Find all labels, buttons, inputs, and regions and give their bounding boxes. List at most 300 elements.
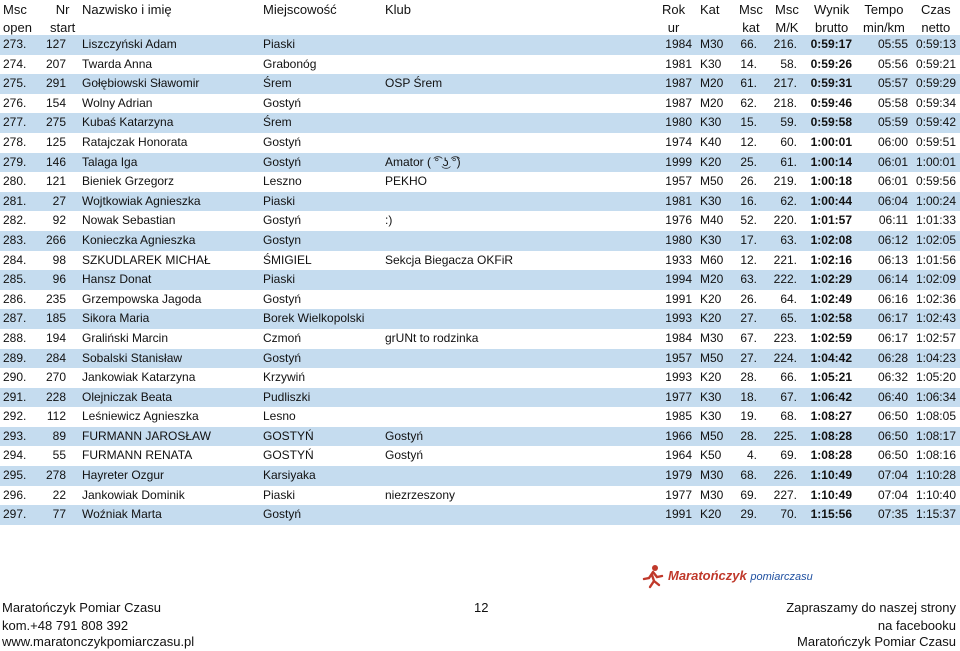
cell-brutto: 0:59:17 bbox=[810, 37, 852, 51]
cell-pos: 295. bbox=[3, 468, 27, 483]
cell-year: 1993 bbox=[665, 311, 692, 326]
cell-pos: 288. bbox=[3, 330, 27, 345]
cell-name: Sikora Maria bbox=[82, 311, 150, 326]
cell-mk: 62. bbox=[780, 193, 797, 208]
cell-mk: 61. bbox=[780, 154, 797, 169]
cell-mk: 216. bbox=[773, 37, 797, 51]
cell-kat: 27. bbox=[740, 311, 757, 326]
cell-netto: 0:59:34 bbox=[915, 95, 956, 110]
cell-cat: K30 bbox=[700, 389, 722, 404]
cell-cat: M30 bbox=[700, 37, 724, 51]
table-row bbox=[0, 486, 960, 506]
cell-city: Śrem bbox=[263, 115, 292, 130]
table-row bbox=[0, 231, 960, 251]
cell-cat: M40 bbox=[700, 213, 724, 228]
cell-kat: 25. bbox=[740, 154, 757, 169]
cell-city: Śrem bbox=[263, 76, 292, 91]
cell-netto: 0:59:29 bbox=[915, 76, 956, 91]
table-row bbox=[0, 309, 960, 329]
cell-kat: 29. bbox=[740, 507, 757, 522]
cell-netto: 1:08:05 bbox=[915, 409, 956, 424]
table-row bbox=[0, 133, 960, 153]
cell-year: 1991 bbox=[665, 507, 692, 522]
cell-netto: 1:00:01 bbox=[915, 154, 956, 169]
cell-kat: 4. bbox=[746, 448, 757, 463]
cell-brutto: 1:08:28 bbox=[810, 428, 852, 443]
cell-nr: 278 bbox=[45, 468, 66, 483]
table-row bbox=[0, 290, 960, 310]
footer-fb-page[interactable]: Maratończyk Pomiar Czasu bbox=[797, 634, 956, 649]
cell-netto: 1:02:09 bbox=[915, 272, 956, 287]
cell-name: Wojtkowiak Agnieszka bbox=[82, 193, 201, 208]
cell-city: Gostyń bbox=[263, 213, 302, 228]
cell-name: Jankowiak Dominik bbox=[82, 487, 185, 502]
cell-name: Konieczka Agnieszka bbox=[82, 232, 196, 247]
cell-name: FURMANN RENATA bbox=[82, 448, 193, 463]
cell-nr: 92 bbox=[52, 213, 66, 228]
cell-nr: 270 bbox=[45, 370, 66, 385]
cell-cat: K50 bbox=[700, 448, 722, 463]
cell-nr: 146 bbox=[45, 154, 66, 169]
cell-netto: 1:02:43 bbox=[915, 311, 956, 326]
cell-netto: 1:01:56 bbox=[915, 252, 956, 267]
cell-netto: 0:59:56 bbox=[915, 174, 956, 189]
cell-tempo: 06:50 bbox=[877, 428, 908, 443]
cell-brutto: 1:00:44 bbox=[810, 193, 852, 208]
cell-pos: 285. bbox=[3, 272, 27, 287]
table-row bbox=[0, 113, 960, 133]
cell-mk: 59. bbox=[780, 115, 797, 130]
cell-netto: 0:59:21 bbox=[915, 56, 956, 71]
cell-mk: 220. bbox=[773, 213, 797, 228]
cell-mk: 64. bbox=[780, 291, 797, 306]
cell-kat: 15. bbox=[740, 115, 757, 130]
footer-phone: kom.+48 791 808 392 bbox=[2, 618, 129, 633]
cell-brutto: 1:10:49 bbox=[810, 468, 852, 483]
table-row bbox=[0, 55, 960, 75]
cell-nr: 291 bbox=[45, 76, 66, 91]
cell-mk: 226. bbox=[773, 468, 797, 483]
cell-mk: 67. bbox=[780, 389, 797, 404]
cell-mk: 221. bbox=[773, 252, 797, 267]
cell-pos: 289. bbox=[3, 350, 27, 365]
cell-pos: 274. bbox=[3, 56, 27, 71]
cell-tempo: 05:55 bbox=[877, 37, 908, 51]
table-row bbox=[0, 251, 960, 271]
cell-kat: 12. bbox=[740, 134, 757, 149]
cell-brutto: 1:02:59 bbox=[810, 330, 852, 345]
cell-mk: 224. bbox=[773, 350, 797, 365]
cell-pos: 296. bbox=[3, 487, 27, 502]
cell-kat: 17. bbox=[740, 232, 757, 247]
cell-mk: 63. bbox=[780, 232, 797, 247]
cell-kat: 16. bbox=[740, 193, 757, 208]
cell-club: Gostyń bbox=[385, 448, 424, 463]
cell-kat: 26. bbox=[740, 291, 757, 306]
cell-club: Amator ( ͡° ͜ʖ ͡°) bbox=[385, 154, 461, 169]
cell-pos: 284. bbox=[3, 252, 27, 267]
cell-name: Grzempowska Jagoda bbox=[82, 291, 202, 306]
cell-tempo: 06:50 bbox=[877, 448, 908, 463]
cell-brutto: 1:10:49 bbox=[810, 487, 852, 502]
cell-tempo: 06:17 bbox=[877, 311, 908, 326]
header-tempo: Tempo min/km bbox=[863, 2, 905, 35]
table-row bbox=[0, 388, 960, 408]
cell-tempo: 06:01 bbox=[877, 154, 908, 169]
cell-brutto: 1:08:28 bbox=[810, 448, 852, 463]
cell-year: 1977 bbox=[665, 487, 692, 502]
cell-netto: 1:10:40 bbox=[915, 487, 956, 502]
cell-mk: 219. bbox=[773, 174, 797, 189]
cell-brutto: 1:06:42 bbox=[810, 389, 852, 404]
cell-nr: 284 bbox=[45, 350, 66, 365]
header-year: Rok ur bbox=[662, 2, 686, 35]
cell-pos: 281. bbox=[3, 193, 27, 208]
header-msc-kat: Msc kat bbox=[739, 2, 763, 35]
cell-name: Leśniewicz Agnieszka bbox=[82, 409, 199, 424]
cell-cat: K20 bbox=[700, 154, 722, 169]
cell-tempo: 06:50 bbox=[877, 409, 908, 424]
cell-name: Gołębiowski Sławomir bbox=[82, 76, 200, 91]
cell-nr: 77 bbox=[52, 507, 66, 522]
cell-mk: 68. bbox=[780, 409, 797, 424]
cell-netto: 1:02:05 bbox=[915, 232, 956, 247]
cell-tempo: 06:28 bbox=[877, 350, 908, 365]
cell-year: 1981 bbox=[665, 193, 692, 208]
cell-kat: 28. bbox=[740, 370, 757, 385]
footer-invite: Zapraszamy do naszej strony bbox=[786, 600, 956, 615]
cell-nr: 228 bbox=[45, 389, 66, 404]
cell-brutto: 1:01:57 bbox=[810, 213, 852, 228]
cell-name: Sobalski Stanisław bbox=[82, 350, 183, 365]
cell-kat: 67. bbox=[740, 330, 757, 345]
cell-mk: 66. bbox=[780, 370, 797, 385]
cell-name: Olejniczak Beata bbox=[82, 389, 173, 404]
cell-name: Woźniak Marta bbox=[82, 507, 162, 522]
cell-kat: 68. bbox=[740, 468, 757, 483]
cell-cat: K20 bbox=[700, 370, 722, 385]
cell-city: Krzywiń bbox=[263, 370, 306, 385]
cell-netto: 1:10:28 bbox=[915, 468, 956, 483]
cell-cat: M20 bbox=[700, 272, 724, 287]
table-row bbox=[0, 446, 960, 466]
cell-tempo: 06:40 bbox=[877, 389, 908, 404]
cell-nr: 112 bbox=[46, 409, 66, 424]
cell-brutto: 1:02:29 bbox=[810, 272, 852, 287]
cell-city: Gostyń bbox=[263, 350, 302, 365]
cell-name: Wolny Adrian bbox=[82, 95, 153, 110]
cell-cat: K30 bbox=[700, 232, 722, 247]
cell-city: Gostyń bbox=[263, 154, 302, 169]
cell-pos: 279. bbox=[3, 154, 27, 169]
cell-kat: 52. bbox=[740, 213, 757, 228]
cell-year: 1957 bbox=[665, 350, 692, 365]
cell-city: Lesno bbox=[263, 409, 296, 424]
cell-kat: 28. bbox=[740, 428, 757, 443]
cell-pos: 297. bbox=[3, 507, 27, 522]
cell-pos: 277. bbox=[3, 115, 27, 130]
cell-year: 1964 bbox=[665, 448, 692, 463]
cell-name: Hayreter Ozgur bbox=[82, 468, 165, 483]
cell-nr: 194 bbox=[45, 330, 66, 345]
cell-nr: 275 bbox=[45, 115, 66, 130]
cell-brutto: 1:04:42 bbox=[810, 350, 852, 365]
cell-city: Karsiyaka bbox=[263, 468, 316, 483]
cell-city: GOSTYŃ bbox=[263, 428, 314, 443]
table-row bbox=[0, 35, 960, 55]
cell-brutto: 1:00:18 bbox=[810, 174, 852, 189]
results-table bbox=[0, 35, 960, 525]
cell-kat: 27. bbox=[740, 350, 757, 365]
table-row bbox=[0, 211, 960, 231]
cell-nr: 27 bbox=[52, 193, 66, 208]
cell-nr: 89 bbox=[52, 428, 66, 443]
cell-netto: 1:05:20 bbox=[915, 370, 956, 385]
table-row bbox=[0, 505, 960, 525]
cell-year: 1984 bbox=[665, 330, 692, 345]
cell-city: Piaski bbox=[263, 37, 296, 51]
table-row bbox=[0, 466, 960, 486]
cell-brutto: 1:02:58 bbox=[810, 311, 852, 326]
header-name: Nazwisko i imię bbox=[82, 2, 172, 17]
cell-kat: 61. bbox=[740, 76, 757, 91]
cell-name: Nowak Sebastian bbox=[82, 213, 176, 228]
cell-year: 1957 bbox=[665, 174, 692, 189]
cell-brutto: 1:02:16 bbox=[810, 252, 852, 267]
cell-cat: M20 bbox=[700, 76, 724, 91]
table-row bbox=[0, 172, 960, 192]
cell-tempo: 05:56 bbox=[877, 56, 908, 71]
cell-mk: 69. bbox=[780, 448, 797, 463]
maratonczyk-logo bbox=[640, 563, 813, 589]
cell-tempo: 07:04 bbox=[877, 468, 908, 483]
cell-year: 1993 bbox=[665, 370, 692, 385]
cell-netto: 1:04:23 bbox=[915, 350, 956, 365]
cell-city: Gostyń bbox=[263, 291, 302, 306]
footer-facebook[interactable]: na facebooku bbox=[877, 618, 956, 633]
cell-brutto: 1:15:56 bbox=[810, 507, 852, 522]
cell-city: Piaski bbox=[263, 193, 296, 208]
cell-netto: 0:59:42 bbox=[915, 115, 956, 130]
cell-mk: 70. bbox=[780, 507, 797, 522]
cell-club: grUNt to rodzinka bbox=[385, 330, 479, 345]
cell-netto: 0:59:13 bbox=[915, 37, 956, 51]
cell-cat: M50 bbox=[700, 428, 724, 443]
cell-tempo: 06:16 bbox=[877, 291, 908, 306]
table-row bbox=[0, 427, 960, 447]
cell-brutto: 1:02:49 bbox=[810, 291, 852, 306]
logo-brand: Maratończyk bbox=[668, 568, 747, 583]
cell-brutto: 1:05:21 bbox=[810, 370, 852, 385]
cell-pos: 276. bbox=[3, 95, 27, 110]
header-club: Klub bbox=[385, 2, 412, 17]
cell-pos: 275. bbox=[3, 76, 27, 91]
cell-tempo: 06:01 bbox=[877, 174, 908, 189]
footer-website[interactable]: www.maratonczykpomiarczasu.pl bbox=[2, 634, 195, 649]
cell-nr: 96 bbox=[52, 272, 66, 287]
cell-pos: 292. bbox=[3, 409, 27, 424]
cell-year: 1985 bbox=[665, 409, 692, 424]
cell-city: Piaski bbox=[263, 487, 296, 502]
cell-tempo: 05:58 bbox=[877, 95, 908, 110]
cell-year: 1994 bbox=[665, 272, 692, 287]
cell-netto: 0:59:51 bbox=[915, 134, 956, 149]
cell-mk: 218. bbox=[773, 95, 797, 110]
table-row bbox=[0, 329, 960, 349]
header-msc-open: Msc open bbox=[3, 2, 32, 35]
cell-brutto: 1:00:14 bbox=[810, 154, 852, 169]
cell-pos: 291. bbox=[3, 389, 27, 404]
cell-club: Gostyń bbox=[385, 428, 424, 443]
cell-club: OSP Śrem bbox=[385, 76, 443, 91]
cell-club: :) bbox=[385, 213, 393, 228]
cell-mk: 65. bbox=[780, 311, 797, 326]
cell-year: 1979 bbox=[665, 468, 692, 483]
cell-brutto: 0:59:31 bbox=[810, 76, 852, 91]
cell-nr: 185 bbox=[45, 311, 66, 326]
cell-pos: 294. bbox=[3, 448, 27, 463]
cell-city: Gostyn bbox=[263, 232, 302, 247]
cell-year: 1987 bbox=[665, 76, 692, 91]
header-msc-mk: Msc M/K bbox=[775, 2, 799, 35]
cell-pos: 286. bbox=[3, 291, 27, 306]
cell-city: Pudliszki bbox=[263, 389, 311, 404]
footer-company: Maratończyk Pomiar Czasu bbox=[2, 600, 161, 615]
cell-nr: 235 bbox=[45, 291, 66, 306]
header-netto: Czas netto bbox=[921, 2, 951, 35]
cell-name: Graliński Marcin bbox=[82, 330, 169, 345]
cell-kat: 12. bbox=[740, 252, 757, 267]
cell-cat: K20 bbox=[700, 311, 722, 326]
cell-pos: 283. bbox=[3, 232, 27, 247]
cell-city: Grabonóg bbox=[263, 56, 317, 71]
table-row bbox=[0, 349, 960, 369]
cell-club: PEKHO bbox=[385, 174, 428, 189]
cell-year: 1980 bbox=[665, 115, 692, 130]
cell-tempo: 06:13 bbox=[877, 252, 908, 267]
cell-name: Hansz Donat bbox=[82, 272, 152, 287]
cell-year: 1999 bbox=[665, 154, 692, 169]
cell-tempo: 05:57 bbox=[877, 76, 908, 91]
cell-city: Piaski bbox=[263, 272, 296, 287]
cell-nr: 154 bbox=[45, 95, 66, 110]
cell-pos: 278. bbox=[3, 134, 27, 149]
header-brutto: Wynik brutto bbox=[814, 2, 850, 35]
logo-suffix: pomiarczasu bbox=[750, 571, 813, 583]
cell-cat: K30 bbox=[700, 56, 722, 71]
cell-cat: K20 bbox=[700, 291, 722, 306]
cell-mk: 223. bbox=[773, 330, 797, 345]
cell-city: Gostyń bbox=[263, 134, 302, 149]
cell-netto: 1:08:16 bbox=[915, 448, 956, 463]
table-row bbox=[0, 153, 960, 173]
cell-kat: 66. bbox=[740, 37, 757, 51]
cell-nr: 121 bbox=[45, 174, 66, 189]
cell-brutto: 0:59:58 bbox=[810, 115, 852, 130]
cell-tempo: 06:17 bbox=[877, 330, 908, 345]
cell-tempo: 05:59 bbox=[877, 115, 908, 130]
cell-kat: 62. bbox=[740, 95, 757, 110]
cell-nr: 207 bbox=[45, 56, 66, 71]
table-row bbox=[0, 270, 960, 290]
runner-icon bbox=[640, 563, 666, 589]
cell-city: ŚMIGIEL bbox=[263, 252, 312, 267]
cell-cat: M30 bbox=[700, 468, 724, 483]
cell-pos: 290. bbox=[3, 370, 27, 385]
cell-year: 1974 bbox=[665, 134, 692, 149]
cell-city: Czmoń bbox=[263, 330, 302, 345]
cell-nr: 98 bbox=[52, 252, 66, 267]
table-row bbox=[0, 192, 960, 212]
cell-netto: 1:06:34 bbox=[915, 389, 956, 404]
cell-netto: 1:01:33 bbox=[915, 213, 956, 228]
cell-nr: 127 bbox=[45, 37, 66, 51]
header-nr-start: Nr start bbox=[50, 2, 76, 35]
cell-tempo: 06:04 bbox=[877, 193, 908, 208]
header-cat: Kat bbox=[700, 2, 720, 17]
table-row bbox=[0, 94, 960, 114]
cell-name: Twarda Anna bbox=[82, 56, 153, 71]
cell-pos: 280. bbox=[3, 174, 27, 189]
cell-tempo: 07:04 bbox=[877, 487, 908, 502]
cell-club: niezrzeszony bbox=[385, 487, 456, 502]
cell-tempo: 06:32 bbox=[877, 370, 908, 385]
page-number: 12 bbox=[474, 600, 489, 615]
cell-tempo: 06:00 bbox=[877, 134, 908, 149]
table-header bbox=[0, 0, 960, 38]
cell-netto: 1:02:36 bbox=[915, 291, 956, 306]
cell-year: 1987 bbox=[665, 95, 692, 110]
cell-kat: 14. bbox=[740, 56, 757, 71]
cell-brutto: 0:59:26 bbox=[810, 56, 852, 71]
cell-nr: 55 bbox=[52, 448, 66, 463]
cell-city: Leszno bbox=[263, 174, 302, 189]
cell-city: Gostyń bbox=[263, 507, 302, 522]
cell-mk: 222. bbox=[773, 272, 797, 287]
cell-cat: K30 bbox=[700, 193, 722, 208]
cell-year: 1976 bbox=[665, 213, 692, 228]
cell-kat: 69. bbox=[740, 487, 757, 502]
cell-year: 1977 bbox=[665, 389, 692, 404]
cell-mk: 225. bbox=[773, 428, 797, 443]
cell-nr: 22 bbox=[52, 487, 66, 502]
header-city: Miejscowość bbox=[263, 2, 337, 17]
cell-cat: M30 bbox=[700, 330, 724, 345]
cell-cat: K30 bbox=[700, 115, 722, 130]
cell-name: Talaga Iga bbox=[82, 154, 138, 169]
table-row bbox=[0, 368, 960, 388]
table-row bbox=[0, 407, 960, 427]
cell-name: Ratajczak Honorata bbox=[82, 134, 188, 149]
cell-year: 1984 bbox=[665, 37, 692, 51]
cell-name: Bieniek Grzegorz bbox=[82, 174, 175, 189]
cell-year: 1966 bbox=[665, 428, 692, 443]
cell-tempo: 06:11 bbox=[878, 213, 908, 228]
cell-city: Borek Wielkopolski bbox=[263, 311, 365, 326]
cell-tempo: 06:12 bbox=[877, 232, 908, 247]
cell-tempo: 06:14 bbox=[877, 272, 908, 287]
cell-brutto: 1:00:01 bbox=[810, 134, 852, 149]
cell-mk: 217. bbox=[773, 76, 797, 91]
cell-brutto: 0:59:46 bbox=[810, 95, 852, 110]
cell-netto: 1:02:57 bbox=[915, 330, 956, 345]
cell-kat: 63. bbox=[740, 272, 757, 287]
cell-mk: 227. bbox=[773, 487, 797, 502]
cell-mk: 58. bbox=[780, 56, 797, 71]
cell-pos: 293. bbox=[3, 428, 27, 443]
cell-cat: K40 bbox=[700, 134, 722, 149]
cell-kat: 26. bbox=[740, 174, 757, 189]
